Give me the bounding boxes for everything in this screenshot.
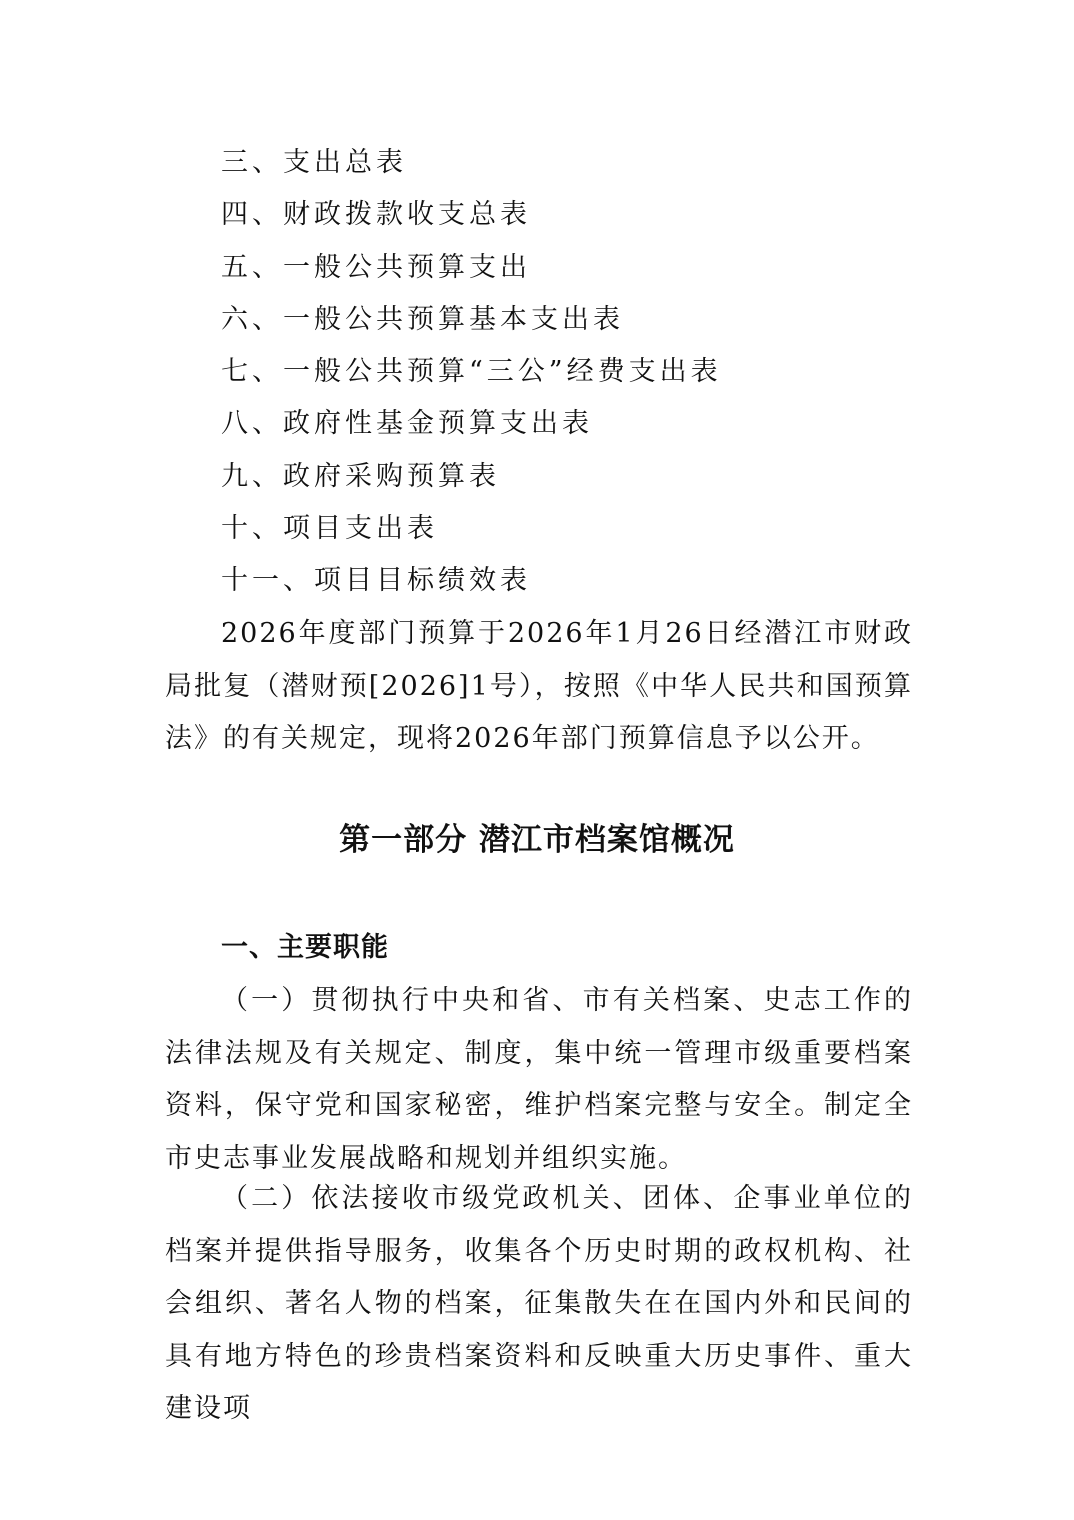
toc-item: 九、政府采购预算表 xyxy=(221,460,500,492)
toc-item: 四、财政拨款收支总表 xyxy=(221,199,531,231)
toc-item: 三、支出总表 xyxy=(221,147,407,178)
body-paragraph: （一）贯彻执行中央和省、市有关档案、史志工作的法律法规及有关规定、制度，集中统一管理市级重要档案资料，保守党和国家秘密，维护档案完整与安全。制定全市史志事业发展战略和规划并组织实施。 xyxy=(165,985,913,1174)
part-title: 第一部分 潜江市档案馆概况 xyxy=(339,822,735,858)
table-list xyxy=(221,137,722,608)
toc-item: 十一、项目目标绩效表 xyxy=(221,565,531,597)
toc-item: 五、一般公共预算支出 xyxy=(221,251,531,283)
intro-paragraph: 2026年度部门预算于2026年1月26日经潜江市财政局批复（潜财预[2026]1号），按照《中华人民共和国预算法》的有关规定，现将2026年部门预算信息予以公开。 xyxy=(165,618,913,754)
body-paragraph: （二）依法接收市级党政机关、团体、企事业单位的档案并提供指导服务，收集各个历史时期的政权机构、社会组织、著名人物的档案，征集散失在在国内外和民间的具有地方特色的珍贵档案资料和反映重大历史事件、重大建设项 xyxy=(165,1183,913,1424)
toc-item: 十、项目支出表 xyxy=(221,513,438,545)
toc-item: 八、政府性基金预算支出表 xyxy=(221,408,593,440)
section-heading: 一、主要职能 xyxy=(221,932,389,963)
toc-item: 六、一般公共预算基本支出表 xyxy=(221,303,624,335)
toc-item: 七、一般公共预算“三公”经费支出表 xyxy=(221,356,722,388)
